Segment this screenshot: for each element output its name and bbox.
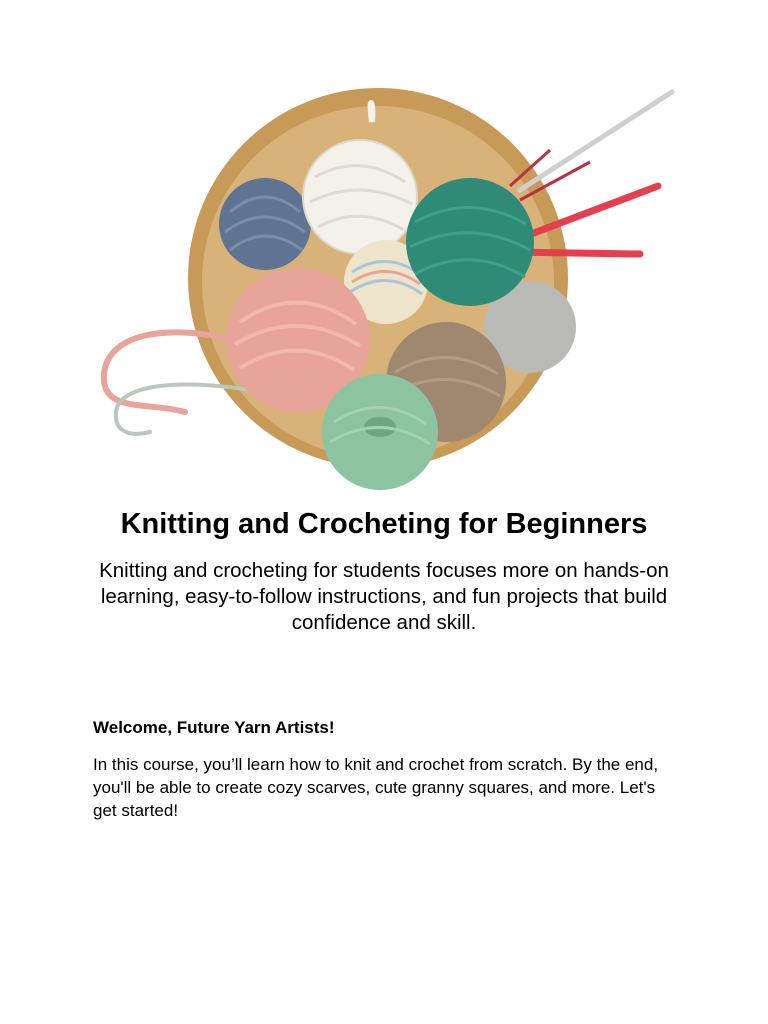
page-subtitle: Knitting and crocheting for students focuses more on hands-on learning, easy-to-follow instructions, and fun projects that build confidence and skill.	[99, 559, 669, 634]
yarn-bowl-illustration	[90, 82, 690, 494]
blue-yarn-ball	[219, 178, 311, 270]
metal-needle	[520, 92, 672, 190]
welcome-paragraph: In this course, you’ll learn how to knit and crochet from scratch. By the end, you'll be able to create cozy scarves, cute granny squares, and more. Let's get started!	[93, 755, 659, 820]
page-title: Knitting and Crocheting for Beginners	[120, 508, 648, 540]
welcome-heading: Welcome, Future Yarn Artists!	[93, 718, 335, 737]
hero-image	[90, 82, 690, 494]
